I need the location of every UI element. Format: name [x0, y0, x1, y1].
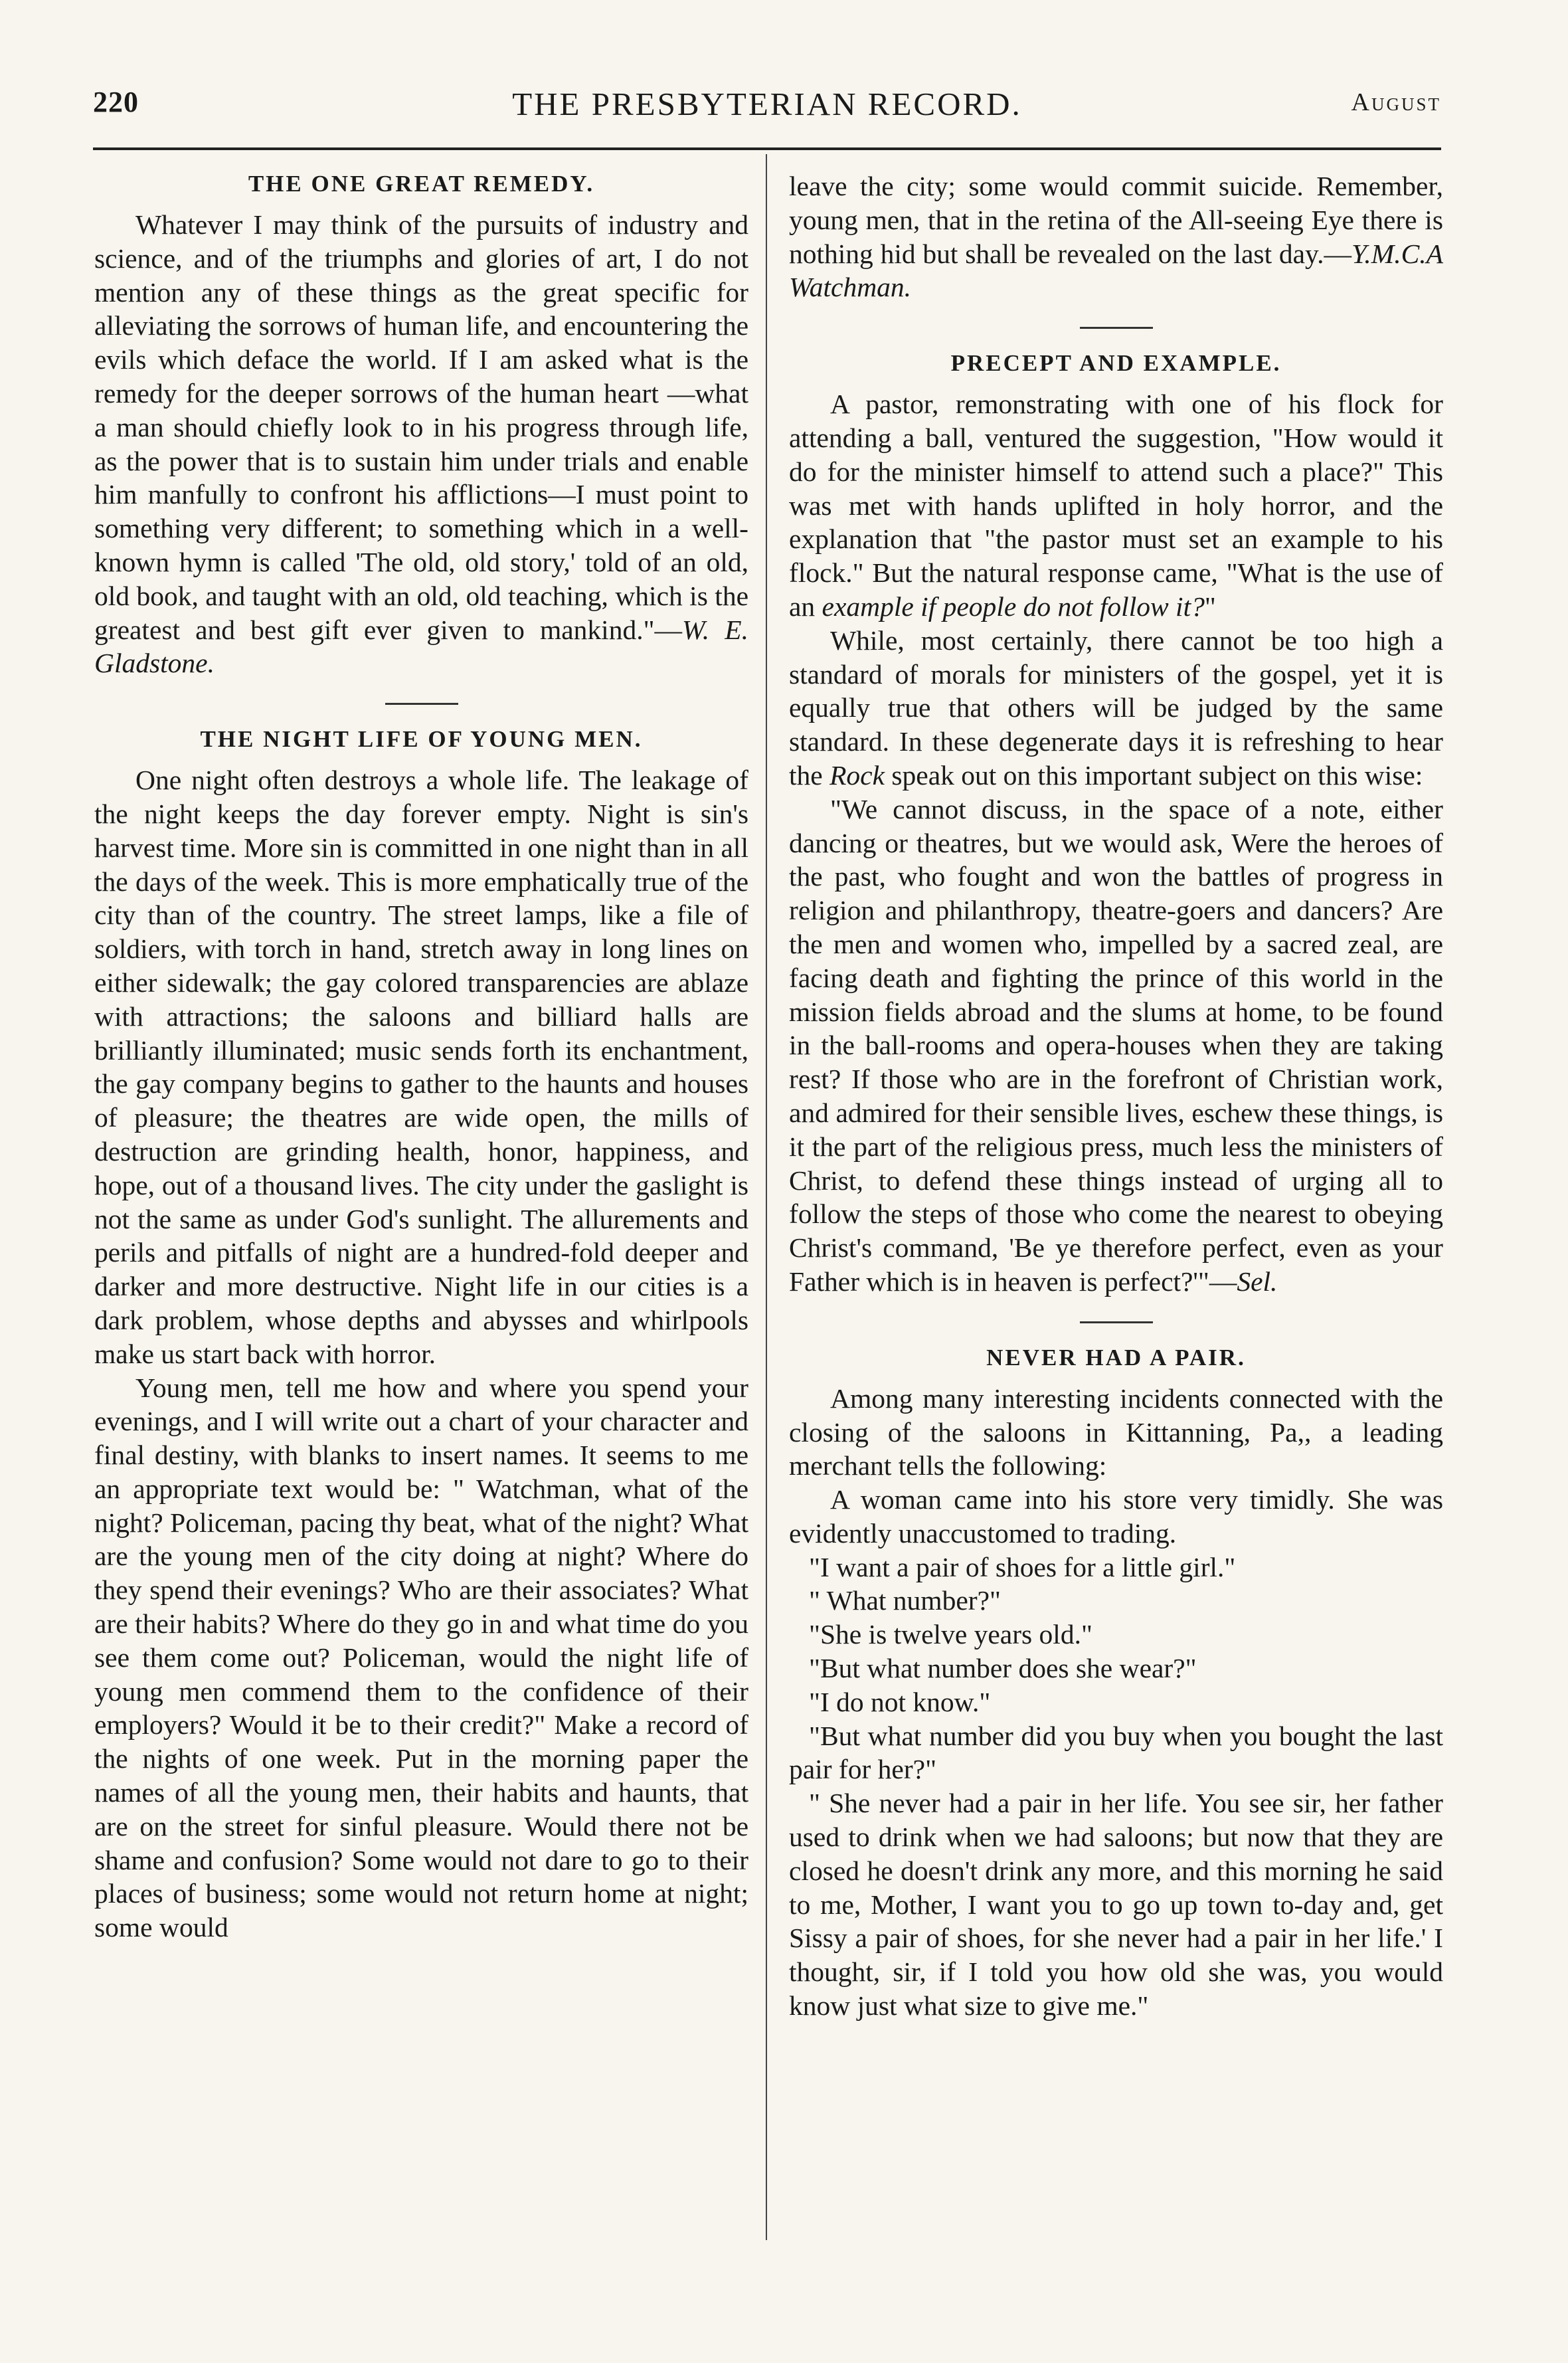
paragraph-text: While, most certainly, there cannot be too high a standard of morals for ministers of the gospel, yet it is equally true that others will be judged by the same standard. In these degenerate days it is refreshing to hear the	[789, 624, 1443, 791]
paragraph-text: Whatever I may think of the pursuits of industry and science, and of the triumphs and glories of art, I do not mention any of these things as the great specific for alleviating the sorrows of human life, and encountering the evils which deface the world. If I am asked what is the remedy for the deeper sorrows of the human heart —what a man should chiefly look to in his progress through life, as the power that is to sustain him under trials and enable him manfully to confront his afflictions—I must point to something very different; to something which in a well-known hymn is called 'The old, old story,' told of an old, old book, and taught with an old, old teaching, which is the greatest and best gift ever given to mankind."—	[94, 209, 748, 645]
article-paragraph: One night often destroys a whole life. The leakage of the night keeps the day forever empty. Night is sin's harvest time. More sin is committed in one night than in all the days of the week. This is more emphatically true of the city than of the country. The street lamps, like a file of soldiers, with torch in hand, stretch away in long lines on either sidewalk; the gay colored transparencies are ablaze with attractions; the saloons and billiard halls are brilliantly illuminated; music sends forth its enchantment, the gay company begins to gather to the haunts and houses of pleasure; the theatres are wide open, the mills of destruction are grinding health, honor, happiness, and hope, out of a thousand lives. The city under the gaslight is not the same as under God's sunlight. The allurements and perils and pitfalls of night are a hundred-fold deeper and darker and more destructive. Night life in our cities is a dark problem, whose depths and abysses and whirlpools make us start back with horror.	[94, 765, 748, 1369]
article-night-life	[94, 725, 748, 1944]
article-precept-example	[789, 349, 1443, 1299]
article-title: PRECEPT AND EXAMPLE.	[950, 350, 1282, 377]
journal-title: THE PRESBYTERIAN RECORD.	[512, 86, 1022, 122]
paragraph-text: "We cannot discuss, in the space of a note, either dancing or theatres, but we would ask, Were the heroes of the past, who fought and won the battles of progress in religion and philanthropy, theatre-goers and dancers? Are the men and women who, impelled by a sacred zeal, are facing death and fighting the prince of this world in the mission fields abroad and the slums at home, to be found in the ball-rooms and opera-houses when they are taking rest? If those who are in the forefront of Christian work, and admired for their sensible lives, eschew these things, is it the part of the religious press, much less the ministers of Christ, to defend these things instead of urging all to follow the steps of those who come the nearest to obeying Christ's command, 'Be ye therefore perfect, even as your Father which is in heaven is perfect?'"—	[789, 793, 1443, 1297]
left-column	[94, 169, 748, 1944]
column-divider	[766, 154, 767, 2240]
italic-phrase: Rock	[829, 759, 885, 791]
month-label: August	[1351, 88, 1441, 116]
article-paragraph: A woman came into his store very timidly. She was evidently unaccustomed to trading.	[789, 1484, 1443, 1549]
article-paragraph: "But what number did you buy when you bought the last pair for her?"	[789, 1720, 1443, 1785]
article-separator	[1080, 1321, 1153, 1323]
article-paragraph	[789, 387, 1443, 624]
dialogue-line: "I do not know."	[809, 1686, 991, 1717]
right-column	[789, 169, 1443, 2023]
paragraph-text: A pastor, remonstrating with one of his flock for attending a ball, ventured the suggestion, "How would it do for the minister himself to attend such a place?" This was met with hands uplifted in holy horror, and the explanation that "the pastor must set an example to his flock." But the natural response came, "What is the use of an	[789, 389, 1443, 622]
dialogue-line: "She is twelve years old."	[809, 1619, 1092, 1650]
article-paragraph: Young men, tell me how and where you spend your evenings, and I will write out a chart of your character and final destiny, with blanks to insert names. It seems to me an appropriate text would be: " Watchman, what of the night? Policeman, pacing thy beat, what of the night? What are the young men of the city doing at night? Where do they spend their evenings? Who are their associates? What are their habits? Where do they go in and what time do you see them come out? Policeman, would the night life of young men commend them to the confidence of their employers? Would it be to their credit?" Make a record of the nights of one week. Put in the morning paper the names of all the young men, their habits and haunts, that are on the street for sinful pleasure. Would there not be shame and confusion? Some would not dare to go to their places of business; some would not return home at night; some would	[94, 1372, 748, 1943]
page-number: 220	[93, 86, 139, 118]
dialogue-line: "But what number does she wear?"	[809, 1653, 1197, 1684]
paragraph-text: speak out on this important subject on this wise:	[885, 759, 1423, 791]
article-paragraph	[789, 793, 1443, 1299]
article-separator	[1080, 327, 1153, 329]
article-one-great-remedy	[94, 169, 748, 680]
article-title: NEVER HAD A PAIR.	[986, 1344, 1246, 1371]
article-attribution: Y.M.C.A Watchman.	[789, 238, 1443, 303]
article-paragraph	[94, 208, 748, 680]
article-separator	[385, 703, 458, 705]
article-attribution: W. E. Gladstone.	[94, 614, 748, 679]
continued-paragraph	[789, 169, 1443, 304]
article-never-had-pair	[789, 1343, 1443, 2023]
article-paragraph: " She never had a pair in her life. You see sir, her father used to drink when we had saloons; but now that they are closed he doesn't drink any more, and this morning he said to me, Mother, I want you to go up town to-day and, get Sissy a pair of shoes, for she never had a pair in her life.' I thought, sir, if I told you how old she was, you would know just what size to give me."	[789, 1788, 1443, 2022]
header-rule	[93, 147, 1441, 150]
article-paragraph: Among many interesting incidents connected with the closing of the saloons in Kittanning, Pa,, a leading merchant tells the following:	[789, 1382, 1443, 1481]
dialogue-line: "I want a pair of shoes for a little girl."	[809, 1551, 1236, 1582]
italic-phrase: example if people do not follow it?	[822, 591, 1205, 622]
article-title: THE ONE GREAT REMEDY.	[248, 171, 595, 197]
article-attribution: Sel.	[1237, 1266, 1278, 1297]
paragraph-text: leave the city; some would commit suicide. Remember, young men, that in the retina of the All-seeing Eye there is nothing hid but shall be revealed on the last day.—	[789, 171, 1443, 269]
page-header	[93, 85, 1441, 132]
article-paragraph	[789, 624, 1443, 793]
paragraph-text: "	[1204, 591, 1216, 622]
article-title: THE NIGHT LIFE OF YOUNG MEN.	[200, 726, 643, 753]
dialogue-line: " What number?"	[809, 1585, 1001, 1616]
